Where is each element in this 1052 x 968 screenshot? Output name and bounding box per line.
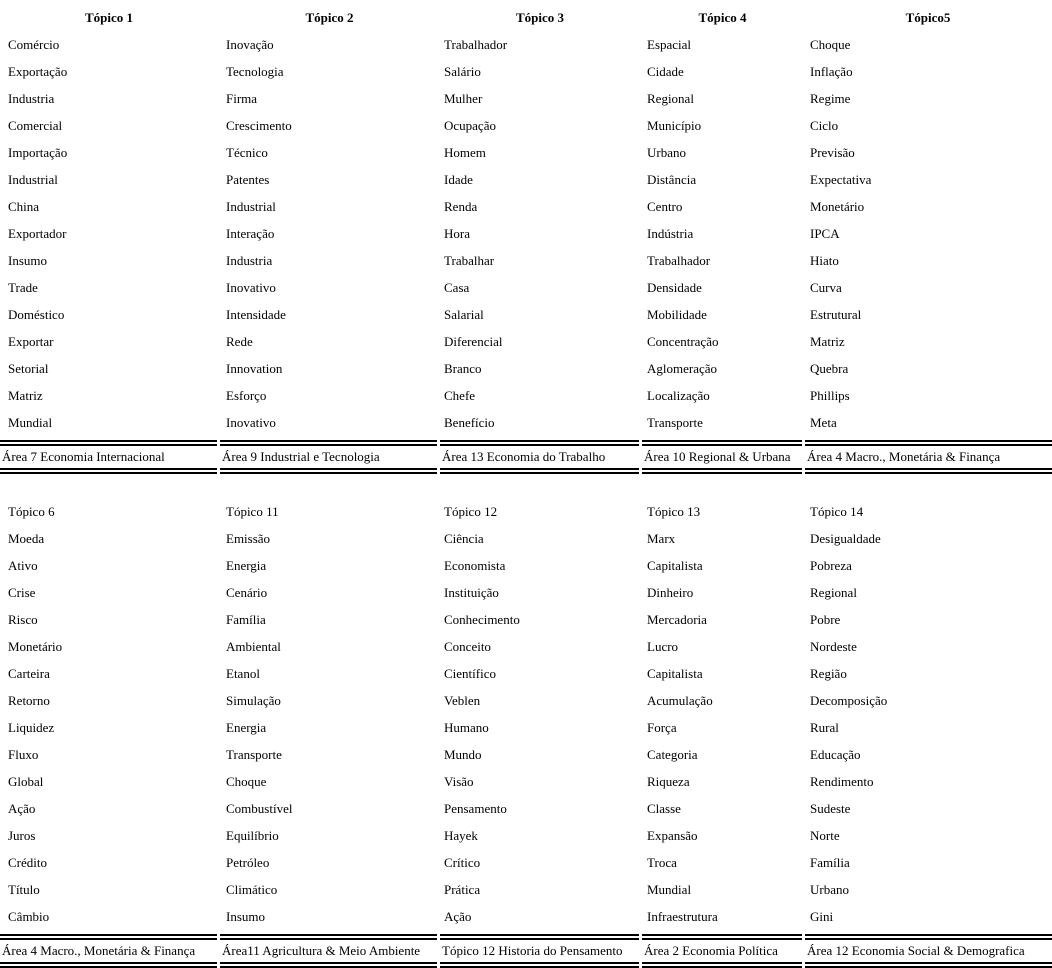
word-rows [0, 31, 1052, 436]
word-cell: Riqueza [647, 773, 690, 789]
header-row [0, 4, 1052, 31]
word-cell: Ativo [8, 557, 38, 573]
word-cell: Petróleo [226, 854, 270, 870]
word-cell: Desigualdade [810, 530, 881, 546]
table-row [0, 409, 1052, 436]
word-cell: Comercial [8, 117, 63, 133]
word-cell: Rural [810, 719, 839, 735]
word-cell: Rendimento [810, 773, 874, 789]
word-cell: Trabalhar [444, 252, 495, 268]
word-cell: Intensidade [226, 306, 286, 322]
word-cell: Estrutural [810, 306, 862, 322]
table-row [0, 606, 1052, 633]
word-cell: Mundo [444, 746, 482, 762]
word-cell: Distância [647, 171, 697, 187]
table-row [0, 849, 1052, 876]
word-cell: Global [8, 773, 44, 789]
word-cell: Combustível [226, 800, 293, 816]
word-cell: Industria [8, 90, 55, 106]
word-cell: Centro [647, 198, 683, 214]
word-cell: Técnico [226, 144, 268, 160]
word-cell: Localização [647, 387, 710, 403]
column-header: Tópico5 [905, 9, 951, 25]
word-cell: Previsão [810, 144, 855, 160]
word-cell: Ambiental [226, 638, 281, 654]
word-cell: Quebra [810, 360, 849, 376]
table-row [0, 112, 1052, 139]
word-cell: Regional [647, 90, 694, 106]
double-rule [642, 468, 802, 474]
word-cell: Emissão [226, 530, 271, 546]
word-cell: Benefício [444, 414, 495, 430]
word-cell: Fluxo [8, 746, 39, 762]
table-row [0, 741, 1052, 768]
word-cell: Mercadoria [647, 611, 707, 627]
word-cell: Transporte [647, 414, 703, 430]
column-header: Tópico 13 [647, 503, 701, 519]
word-cell: Educação [810, 746, 861, 762]
word-cell: Comércio [8, 36, 60, 52]
word-cell: Branco [444, 360, 482, 376]
word-cell: Industrial [226, 198, 276, 214]
table-row [0, 552, 1052, 579]
word-cell: Inflação [810, 63, 853, 79]
area-row [0, 934, 1052, 968]
word-cell: Crise [8, 584, 36, 600]
word-cell: Transporte [226, 746, 282, 762]
topic-table-bottom [0, 498, 1052, 968]
word-cell: Expectativa [810, 171, 872, 187]
table-row [0, 876, 1052, 903]
table-row [0, 355, 1052, 382]
word-rows [0, 525, 1052, 930]
word-cell: Mulher [444, 90, 483, 106]
word-cell: Patentes [226, 171, 270, 187]
table-row [0, 768, 1052, 795]
word-cell: China [8, 198, 40, 214]
table-row [0, 58, 1052, 85]
word-cell: Choque [810, 36, 851, 52]
table-row [0, 903, 1052, 930]
table-row [0, 220, 1052, 247]
table-row [0, 579, 1052, 606]
word-cell: Interação [226, 225, 275, 241]
word-cell: Diferencial [444, 333, 503, 349]
word-cell: Norte [810, 827, 840, 843]
word-cell: Capitalista [647, 557, 703, 573]
word-cell: Infraestrutura [647, 908, 718, 924]
word-cell: Risco [8, 611, 38, 627]
word-cell: Mobilidade [647, 306, 707, 322]
word-cell: Economista [444, 557, 506, 573]
word-cell: Cidade [647, 63, 684, 79]
word-cell: Ciência [444, 530, 484, 546]
word-cell: Ciclo [810, 117, 839, 133]
double-rule [220, 962, 437, 968]
area-label: Tópico 12 Historia do Pensamento [442, 943, 623, 958]
double-rule [642, 962, 802, 968]
word-cell: Doméstico [8, 306, 65, 322]
column-header: Tópico 12 [444, 503, 498, 519]
table-row [0, 301, 1052, 328]
word-cell: Sudeste [810, 800, 851, 816]
word-cell: Densidade [647, 279, 702, 295]
word-cell: Esforço [226, 387, 267, 403]
word-cell: Urbano [810, 881, 849, 897]
word-cell: Região [810, 665, 847, 681]
table-row [0, 328, 1052, 355]
word-cell: Trabalhador [647, 252, 711, 268]
word-cell: Ocupação [444, 117, 496, 133]
word-cell: Hora [444, 225, 470, 241]
table-row [0, 633, 1052, 660]
table-row [0, 660, 1052, 687]
word-cell: Monetário [810, 198, 865, 214]
word-cell: Tecnologia [226, 63, 284, 79]
word-cell: Homem [444, 144, 486, 160]
word-cell: Município [647, 117, 702, 133]
area-label: Área 13 Economia do Trabalho [442, 449, 606, 464]
word-cell: Nordeste [810, 638, 857, 654]
word-cell: Expansão [647, 827, 698, 843]
word-cell: Aglomeração [647, 360, 718, 376]
word-cell: Phillips [810, 387, 850, 403]
word-cell: Juros [8, 827, 36, 843]
word-cell: Visão [444, 773, 474, 789]
table-row [0, 139, 1052, 166]
word-cell: Pobre [810, 611, 841, 627]
area-label: Área 10 Regional & Urbana [644, 449, 791, 464]
word-cell: Etanol [226, 665, 260, 681]
word-cell: Título [8, 881, 40, 897]
word-cell: Indústria [647, 225, 694, 241]
word-cell: Pobreza [810, 557, 852, 573]
word-cell: Meta [810, 414, 837, 430]
area-row [0, 440, 1052, 474]
word-cell: Força [647, 719, 677, 735]
table-row [0, 166, 1052, 193]
word-cell: Mundial [647, 881, 692, 897]
header-row [0, 498, 1052, 525]
word-cell: Casa [444, 279, 470, 295]
double-rule [440, 962, 639, 968]
word-cell: Dinheiro [647, 584, 694, 600]
word-cell: Lucro [647, 638, 679, 654]
word-cell: Choque [226, 773, 267, 789]
area-label: Área11 Agricultura & Meio Ambiente [222, 943, 421, 958]
column-header: Tópico 1 [84, 9, 134, 25]
word-cell: Salarial [444, 306, 484, 322]
table-row [0, 85, 1052, 112]
double-rule [440, 468, 639, 474]
word-cell: IPCA [810, 225, 840, 241]
word-cell: Curva [810, 279, 842, 295]
word-cell: Classe [647, 800, 681, 816]
word-cell: Climático [226, 881, 278, 897]
area-label: Área 4 Macro., Monetária & Finança [807, 449, 1001, 464]
word-cell: Setorial [8, 360, 49, 376]
double-rule [0, 468, 217, 474]
word-cell: Moeda [8, 530, 45, 546]
word-cell: Mundial [8, 414, 53, 430]
word-cell: Ação [444, 908, 472, 924]
double-rule [805, 962, 1052, 968]
word-cell: Câmbio [8, 908, 50, 924]
word-cell: Importação [8, 144, 68, 160]
word-cell: Carteira [8, 665, 50, 681]
word-cell: Matriz [8, 387, 43, 403]
table-row [0, 193, 1052, 220]
word-cell: Pensamento [444, 800, 507, 816]
table-row [0, 31, 1052, 58]
word-cell: Científico [444, 665, 496, 681]
word-cell: Chefe [444, 387, 476, 403]
word-cell: Hayek [444, 827, 478, 843]
column-header: Tópico 3 [515, 9, 565, 25]
word-cell: Rede [226, 333, 253, 349]
word-cell: Insumo [226, 908, 265, 924]
word-cell: Ação [8, 800, 36, 816]
word-cell: Retorno [8, 692, 50, 708]
table-row [0, 247, 1052, 274]
word-cell: Conceito [444, 638, 491, 654]
table-row [0, 382, 1052, 409]
word-cell: Exportador [8, 225, 67, 241]
word-cell: Liquidez [8, 719, 55, 735]
word-cell: Equilíbrio [226, 827, 279, 843]
table-row [0, 525, 1052, 552]
word-cell: Insumo [8, 252, 47, 268]
word-cell: Hiato [810, 252, 839, 268]
word-cell: Instituição [444, 584, 499, 600]
word-cell: Regime [810, 90, 851, 106]
area-label: Área 7 Economia Internacional [2, 449, 165, 464]
table-row [0, 274, 1052, 301]
word-cell: Energia [226, 719, 267, 735]
table-row [0, 795, 1052, 822]
table-row [0, 687, 1052, 714]
column-header: Tópico 6 [8, 503, 55, 519]
column-header: Tópico 14 [810, 503, 864, 519]
word-cell: Marx [647, 530, 676, 546]
word-cell: Trade [8, 279, 38, 295]
word-cell: Monetário [8, 638, 63, 654]
column-header: Tópico 11 [226, 503, 279, 519]
word-cell: Regional [810, 584, 857, 600]
word-cell: Matriz [810, 333, 845, 349]
word-cell: Salário [444, 63, 481, 79]
word-cell: Conhecimento [444, 611, 520, 627]
word-cell: Exportar [8, 333, 54, 349]
word-cell: Firma [226, 90, 258, 106]
word-cell: Crítico [444, 854, 481, 870]
area-label: Área 12 Economia Social & Demografica [807, 943, 1025, 958]
word-cell: Trabalhador [444, 36, 508, 52]
table-row [0, 714, 1052, 741]
area-label: Área 2 Economia Política [644, 943, 778, 958]
word-cell: Industrial [8, 171, 58, 187]
word-cell: Simulação [226, 692, 281, 708]
double-rule [805, 468, 1052, 474]
word-cell: Categoria [647, 746, 698, 762]
table-row [0, 822, 1052, 849]
word-cell: Capitalista [647, 665, 703, 681]
word-cell: Urbano [647, 144, 686, 160]
word-cell: Prática [444, 881, 481, 897]
word-cell: Espacial [647, 36, 692, 52]
word-cell: Decomposição [810, 692, 888, 708]
double-rule [0, 962, 217, 968]
word-cell: Cenário [226, 584, 268, 600]
word-cell: Industria [226, 252, 273, 268]
word-cell: Acumulação [647, 692, 713, 708]
column-header: Tópico 2 [305, 9, 354, 25]
area-label: Área 9 Industrial e Tecnologia [222, 449, 380, 464]
area-label: Área 4 Macro., Monetária & Finança [2, 943, 196, 958]
column-header: Tópico 4 [698, 9, 747, 25]
word-cell: Inovativo [226, 279, 276, 295]
word-cell: Crescimento [226, 117, 292, 133]
word-cell: Idade [444, 171, 473, 187]
word-cell: Renda [444, 198, 478, 214]
word-cell: Gini [810, 908, 834, 924]
word-cell: Troca [647, 854, 677, 870]
word-cell: Crédito [8, 854, 47, 870]
topic-table-top [0, 4, 1052, 474]
word-cell: Família [810, 854, 850, 870]
word-cell: Veblen [444, 692, 481, 708]
word-cell: Energia [226, 557, 267, 573]
word-cell: Inovativo [226, 414, 276, 430]
word-cell: Inovação [226, 36, 274, 52]
word-cell: Innovation [226, 360, 283, 376]
word-cell: Exportação [8, 63, 68, 79]
word-cell: Concentração [647, 333, 719, 349]
word-cell: Humano [444, 719, 489, 735]
double-rule [220, 468, 437, 474]
word-cell: Família [226, 611, 266, 627]
